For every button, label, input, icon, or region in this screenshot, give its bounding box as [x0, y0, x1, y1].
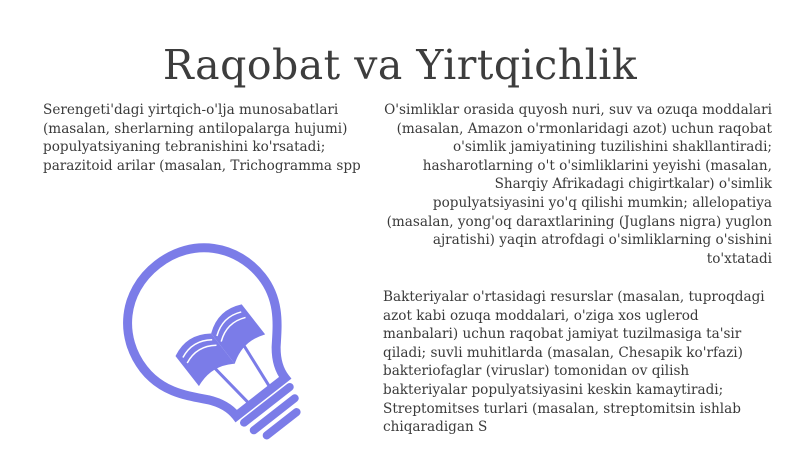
paragraph-bottom: Bakteriyalar o'rtasidagi resurslar (masalan, tuproqdagi azot kabi ozuqa moddalari, o'ziga xos uglerod manbalari) uchun raqobat jamiyat tuzilmasiga ta'sir qiladi; suvli muhitlarda (masalan, Chesapik ko'rfazi) bakteriofaglar (viruslar) tomonidan ov qilish bakteriyalar populyatsiyasini keskin kamaytiradi; Streptomitses turlari (masalan, streptomitsin ishlab chiqaradigan S [383, 289, 765, 436]
paragraph-left: Serengeti'dagi yirtqich-o'lja munosabatlari (masalan, sherlarning antilopalarga hujumi) populyatsiyaning tebranishini ko'rsatadi; parazitoid arilar (masalan, Trichogramma spp [43, 102, 361, 174]
slide-title: Raqobat va Yirtqichlik [162, 41, 638, 90]
paragraph-right: O'simliklar orasida quyosh nuri, suv va ozuqa moddalari (masalan, Amazon o'rmonlaridagi azot) uchun raqobat o'simlik jamiyatining tuzilishini shakllantiradi; hasharotlarning o't o'simliklarini yeyishi (masalan, Sharqiy Afrikadagi chigirtkalar) o'simlik populyatsiyasini yo'q qilishi mumkin; allelopatiya (masalan, yong'oq daraxtlarining (Juglans nigra) yuglon ajratishi) yaqin atrofdagi o'simliklarning o'sishini to'xtatadi [384, 102, 772, 267]
lightbulb-book-icon [112, 236, 322, 446]
